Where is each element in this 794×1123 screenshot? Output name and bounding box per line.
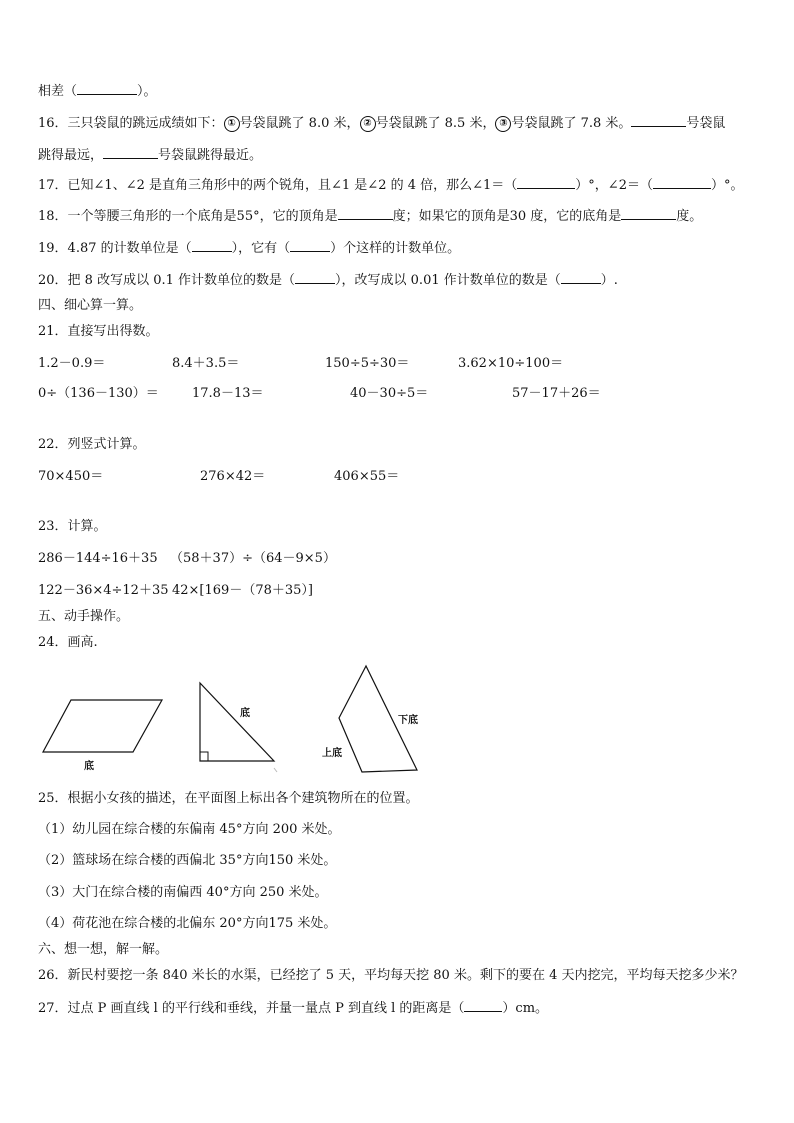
q25-item-2: （2）篮球场在综合楼的西偏北 35°方向150 米处。 xyxy=(38,853,337,868)
answer-blank[interactable] xyxy=(631,114,686,127)
answer-blank[interactable] xyxy=(338,207,393,220)
q18-text: 度。 xyxy=(676,209,703,224)
q21-title: 21．直接写出得数。 xyxy=(38,324,159,339)
q19 xyxy=(38,239,460,258)
q23-r1c2: （58＋37）÷（64－9×5） xyxy=(170,551,336,566)
answer-blank[interactable] xyxy=(192,239,232,252)
q22-c1: 70×450＝ xyxy=(38,469,104,484)
q16-text: 号袋鼠跳得最近。 xyxy=(158,148,263,163)
trapezoid-top-base-label: 上底 xyxy=(322,748,342,759)
q26: 26．新民村要挖一条 840 米长的水渠，已经挖了 5 天，平均每天挖 80 米。剩下的要在 4 天内挖完，平均每天挖多少米？ xyxy=(38,968,744,983)
q21-r2c3: 40－30÷5＝ xyxy=(350,386,429,401)
q21-r2c1: 0÷（136－130）＝ xyxy=(38,386,159,401)
answer-blank[interactable] xyxy=(77,82,137,95)
q22-title: 22．列竖式计算。 xyxy=(38,437,146,452)
q27 xyxy=(38,999,548,1018)
q21-r1c3: 150÷5÷30＝ xyxy=(325,356,410,371)
q18 xyxy=(38,207,702,226)
answer-blank[interactable] xyxy=(517,176,575,189)
q16-text: 号袋鼠跳了 8.5 米， xyxy=(375,116,496,131)
q20-text: 20．把 8 改写成以 0.1 作计数单位的数是（ xyxy=(38,273,296,288)
answer-blank[interactable] xyxy=(464,999,502,1012)
q25-item-3: （3）大门在综合楼的南偏西 40°方向 250 米处。 xyxy=(38,885,328,900)
q20-text: ）. xyxy=(600,273,618,288)
answer-blank[interactable] xyxy=(653,176,711,189)
q16-line2 xyxy=(38,146,262,165)
q15-text-post: ）。 xyxy=(137,84,157,99)
q27-text: ）cm。 xyxy=(502,1001,549,1016)
right-angle-mark xyxy=(200,752,208,761)
q20-text: ），改写成以 0.01 作计数单位的数是（ xyxy=(335,273,561,288)
q15-text-pre: 相差（ xyxy=(38,84,78,99)
answer-blank[interactable] xyxy=(103,146,158,159)
q16-text: 号袋鼠跳了 7.8 米。 xyxy=(511,116,632,131)
q23-r2c2: 42×[169－（78＋35）] xyxy=(172,583,313,598)
q23-r1c1: 286－144÷16＋35 xyxy=(38,551,158,566)
q21-r2c2: 17.8－13＝ xyxy=(192,386,264,401)
answer-blank[interactable] xyxy=(295,271,335,284)
q25-item-4: （4）荷花池在综合楼的北偏东 20°方向175 米处。 xyxy=(38,916,337,931)
trapezoid-bottom-base-label: 下底 xyxy=(398,715,418,726)
q19-text: ）个这样的计数单位。 xyxy=(330,241,461,256)
answer-blank[interactable] xyxy=(561,271,601,284)
q16-text: 号袋鼠跳了 8.0 米， xyxy=(239,116,360,131)
q23-r2c1: 122－36×4÷12＋35 xyxy=(38,583,169,598)
q21-r1c2: 8.4＋3.5＝ xyxy=(172,356,240,371)
q21-r1c4: 3.62×10÷100＝ xyxy=(458,356,564,371)
q19-text: ），它有（ xyxy=(231,241,291,256)
q21-r2c4: 57－17＋26＝ xyxy=(512,386,601,401)
q18-text: 度；如果它的顶角是30 度，它的底角是 xyxy=(392,209,622,224)
q16-text: 跳得最远， xyxy=(38,148,104,163)
section-6-heading: 六、想一想，解一解。 xyxy=(38,942,169,957)
circled-number: ② xyxy=(360,116,376,132)
stray-mark xyxy=(274,768,277,772)
section-4-heading: 四、细心算一算。 xyxy=(38,298,143,313)
parallelogram-base-label: 底 xyxy=(84,761,94,772)
answer-blank[interactable] xyxy=(621,207,676,220)
parallelogram-shape xyxy=(43,700,162,752)
q17-text: 17．已知∠1、∠2 是直角三角形中的两个锐角，且∠1 是∠2 的 4 倍，那么∠1＝（ xyxy=(38,178,518,193)
q22-c3: 406×55＝ xyxy=(334,469,400,484)
q19-text: 19．4.87 的计数单位是（ xyxy=(38,241,192,256)
q17-text: ）°。 xyxy=(710,178,744,193)
q16 xyxy=(38,114,725,133)
triangle-base-label: 底 xyxy=(240,708,250,719)
section-5-heading: 五、动手操作。 xyxy=(38,609,130,624)
q24-title: 24．画高. xyxy=(38,635,98,650)
q16-text: 16．三只袋鼠的跳远成绩如下： xyxy=(38,116,224,131)
q25-title: 25．根据小女孩的描述，在平面图上标出各个建筑物所在的位置。 xyxy=(38,791,419,806)
circled-number: ③ xyxy=(495,116,511,132)
answer-blank[interactable] xyxy=(290,239,330,252)
q17 xyxy=(38,176,743,195)
q23-title: 23．计算。 xyxy=(38,519,107,534)
q25-item-1: （1）幼儿园在综合楼的东偏南 45°方向 200 米处。 xyxy=(38,822,341,837)
q16-text: 号袋鼠 xyxy=(686,116,726,131)
circled-number: ① xyxy=(224,116,240,132)
q20 xyxy=(38,271,618,290)
q18-text: 18．一个等腰三角形的一个底角是55°，它的顶角是 xyxy=(38,209,338,224)
q17-text: ）°，∠2＝（ xyxy=(575,178,653,193)
q15-tail xyxy=(38,82,157,101)
q21-r1c1: 1.2－0.9＝ xyxy=(38,356,106,371)
q27-text: 27．过点 P 画直线 l 的平行线和垂线，并量一量点 P 到直线 l 的距离是（ xyxy=(38,1001,465,1016)
right-triangle-shape xyxy=(200,683,274,761)
q22-c2: 276×42＝ xyxy=(200,469,266,484)
